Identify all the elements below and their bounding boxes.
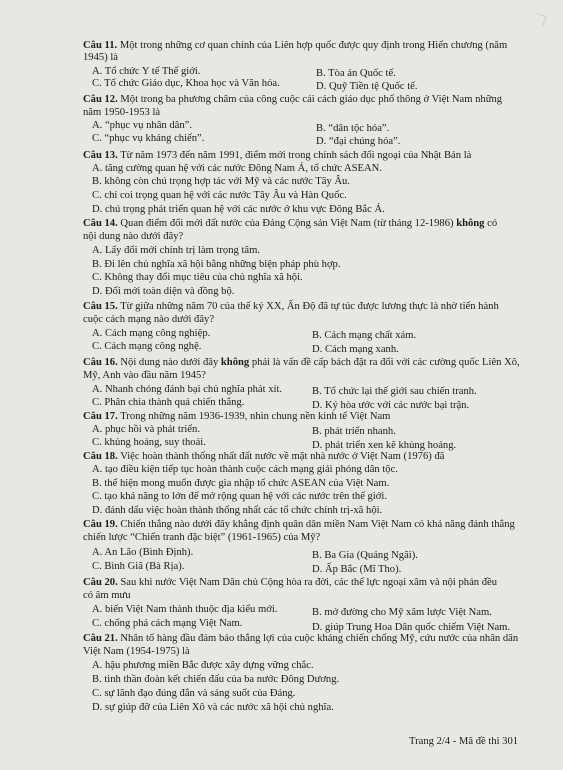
option-15b: B. Cách mạng chất xám. (312, 330, 417, 341)
option-15a: A. Cách mạng công nghiệp. (92, 328, 211, 339)
option-21c: C. sự lãnh đạo đúng đắn và sáng suốt của Đảng. (92, 688, 296, 699)
option-14a: A. Lấy đổi mới chính trị làm trọng tâm. (92, 245, 261, 256)
option-20c: C. chống phá cách mạng Việt Nam. (92, 618, 243, 629)
option-16b: B. Tổ chức lại thế giới sau chiến tranh. (312, 386, 477, 397)
option-12d: D. “đại chúng hóa”. (316, 136, 401, 147)
option-17b: B. phát triển nhanh. (312, 426, 396, 437)
question-15-cont: cuộc cách mạng nào dưới đây? (83, 314, 215, 325)
question-21-cont: Việt Nam (1954-1975) là (83, 646, 190, 657)
question-12: Câu 12. Một trong ba phương châm của công cuộc cải cách giáo dục phổ thông ở Việt Nam những (83, 94, 503, 105)
question-16: Câu 16. Nội dung nào dưới đây không phải là vấn đề cấp bách đặt ra đối với các cường quốc Liên Xô, (83, 357, 520, 368)
option-18d: D. đánh dấu việc hoàn thành thống nhất các tổ chức chính trị-xã hội. (92, 505, 383, 516)
option-19c: C. Bình Giã (Bà Rịa). (92, 561, 185, 572)
option-17c: C. khủng hoảng, suy thoái. (92, 437, 206, 448)
question-13: Câu 13. Từ năm 1973 đến năm 1991, điểm mới trong chính sách đối ngoại của Nhật Bản là (83, 150, 472, 161)
option-17a: A. phục hồi và phát triển. (92, 424, 200, 435)
option-16a: A. Nhanh chóng đánh bại chủ nghĩa phát xít. (92, 384, 283, 395)
option-21b: B. tinh thần đoàn kết chiến đấu của ba nước Đông Dương. (92, 674, 340, 685)
question-11-cont: 1945) là (83, 52, 119, 63)
question-18: Câu 18. Việc hoàn thành thống nhất đất nước về mặt nhà nước ở Việt Nam (1976) đã (83, 451, 445, 462)
option-17d: D. phát triển xen kẽ khủng hoảng. (312, 440, 457, 451)
option-14b: B. Đi lên chủ nghĩa xã hội bằng những biện pháp phù hợp. (92, 259, 341, 270)
option-19d: D. Ấp Bắc (Mĩ Tho). (312, 564, 402, 575)
option-18a: A. tạo điều kiện tiếp tục hoàn thành cuộc cách mạng giải phóng dân tộc. (92, 464, 398, 475)
option-19a: A. An Lão (Bình Định). (92, 547, 194, 558)
option-13c: C. chỉ coi trọng quan hệ với các nước Tây Âu và Hàn Quốc. (92, 190, 347, 201)
question-17: Câu 17. Trong những năm 1936-1939, nhìn chung nền kinh tế Việt Nam (83, 411, 391, 422)
question-20: Câu 20. Sau khi nước Việt Nam Dân chủ Cộng hòa ra đời, các thế lực ngoại xâm và nội phản đều (83, 577, 498, 588)
option-13b: B. không còn chú trọng hợp tác với Mỹ và các nước Tây Âu. (92, 176, 351, 187)
question-11: Câu 11. Một trong những cơ quan chính của Liên hợp quốc được quy định trong Hiến chương (năm (83, 40, 508, 51)
option-14c: C. Không thay đổi mục tiêu của chủ nghĩa xã hội. (92, 272, 303, 283)
option-19b: B. Ba Gia (Quảng Ngãi). (312, 550, 418, 561)
option-21a: A. hậu phương miền Bắc được xây dựng vững chắc. (92, 660, 314, 671)
page-footer: Trang 2/4 - Mã đề thi 301 (409, 736, 519, 747)
option-16d: D. Ký hòa ước với các nước bại trận. (312, 400, 470, 411)
option-11b: B. Tòa án Quốc tế. (316, 68, 396, 79)
option-20a: A. biến Việt Nam thành thuộc địa kiểu mới. (92, 604, 278, 615)
option-15d: D. Cách mạng xanh. (312, 344, 399, 355)
option-12a: A. “phục vụ nhân dân”. (92, 120, 193, 131)
option-18b: B. thể hiện mong muốn được gia nhập tổ chức ASEAN của Việt Nam. (92, 478, 390, 489)
option-11a: A. Tổ chức Y tế Thế giới. (92, 66, 201, 77)
option-12c: C. “phục vụ kháng chiến”. (92, 133, 205, 144)
question-19: Câu 19. Chiến thắng nào dưới đây khẳng định quân dân miền Nam Việt Nam có khả năng đánh thắng (83, 519, 515, 530)
option-13a: A. tăng cường quan hệ với các nước Đông Nam Á, tổ chức ASEAN. (92, 163, 382, 174)
option-14d: D. Đổi mới toàn diện và đồng bộ. (92, 286, 235, 297)
question-19-cont: chiến lược “Chiến tranh đặc biệt” (1961-1965) của Mỹ? (83, 532, 321, 543)
option-11d: D. Quỹ Tiền tệ Quốc tế. (316, 81, 418, 92)
question-16-cont: Mỹ, Anh vào đầu năm 1945? (83, 370, 206, 381)
question-12-cont: năm 1950-1953 là (83, 107, 161, 118)
option-20d: D. giúp Trung Hoa Dân quốc chiếm Việt Nam. (312, 622, 511, 633)
option-13d: D. chú trọng phát triển quan hệ với các nước ở khu vực Đông Bắc Á. (92, 204, 385, 215)
option-11c: C. Tổ chức Giáo dục, Khoa học và Văn hóa. (92, 78, 280, 89)
question-21: Câu 21. Nhân tố hàng đầu đảm bảo thắng lợi của cuộc kháng chiến chống Mỹ, cứu nước của nhân dân (83, 633, 519, 644)
option-12b: B. “dân tộc hóa”. (316, 123, 390, 134)
option-16c: C. Phân chia thành quả chiến thắng. (92, 397, 245, 408)
option-18c: C. tạo khả năng to lớn để mở rộng quan hệ với các nước trên thế giới. (92, 491, 387, 502)
page-corner-mark (532, 12, 546, 26)
question-14-cont: nội dung nào dưới đây? (83, 231, 184, 242)
question-20-cont: có âm mưu (83, 590, 131, 601)
option-20b: B. mở đường cho Mỹ xâm lược Việt Nam. (312, 607, 492, 618)
question-15: Câu 15. Từ giữa những năm 70 của thế kỷ XX, Ấn Độ đã tự túc được lương thực là nhờ tiến hành (83, 301, 499, 312)
option-15c: C. Cách mạng công nghệ. (92, 341, 202, 352)
option-21d: D. sự giúp đỡ của Liên Xô và các nước xã hội chủ nghĩa. (92, 702, 334, 713)
question-14: Câu 14. Quan điểm đổi mới đất nước của Đảng Cộng sản Việt Nam (từ tháng 12-1986) không có (83, 218, 498, 229)
